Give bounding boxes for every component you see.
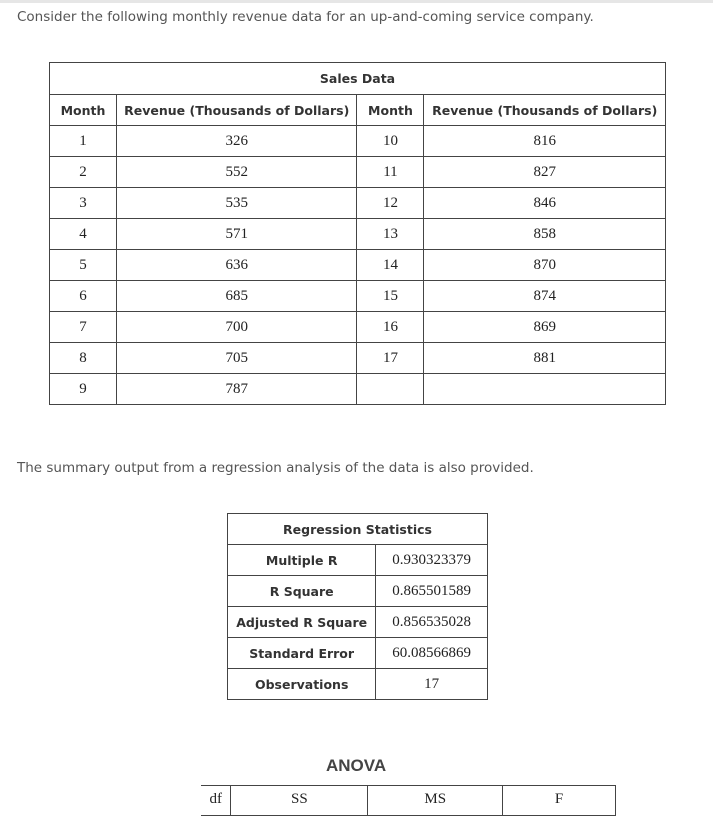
column-header-ms: MS: [368, 786, 503, 816]
regression-statistics-table: [227, 513, 488, 700]
table-cell: 14: [357, 250, 424, 281]
table-cell: [424, 374, 666, 405]
column-header-revenue: Revenue (Thousands of Dollars): [116, 95, 357, 126]
table-cell: 874: [424, 281, 666, 312]
table-cell: 1: [50, 126, 117, 157]
sales-data-table: [49, 62, 666, 405]
intro-text: Consider the following monthly revenue data for an up-and-coming service company.: [17, 9, 594, 25]
table-cell: 636: [116, 250, 357, 281]
table-cell: [357, 374, 424, 405]
column-header-f: F: [503, 786, 616, 816]
table-row: [228, 669, 488, 700]
table-cell: 881: [424, 343, 666, 374]
table-row: [228, 607, 488, 638]
table-row: [228, 576, 488, 607]
table-row: [50, 281, 666, 312]
table-row: [50, 312, 666, 343]
table-cell: 552: [116, 157, 357, 188]
table-row: [50, 219, 666, 250]
column-header-df: df: [201, 786, 231, 816]
table-row: [50, 157, 666, 188]
table-row: [228, 638, 488, 669]
table-cell: 17: [357, 343, 424, 374]
stat-value: 60.08566869: [376, 638, 488, 669]
table-cell: 858: [424, 219, 666, 250]
table-cell: 10: [357, 126, 424, 157]
anova-title: ANOVA: [326, 756, 387, 775]
table-cell: 11: [357, 157, 424, 188]
table-cell: 535: [116, 188, 357, 219]
table-cell: 13: [357, 219, 424, 250]
column-header-ss: SS: [231, 786, 368, 816]
stat-label: Adjusted R Square: [228, 607, 376, 638]
table-cell: 700: [116, 312, 357, 343]
stat-label: Observations: [228, 669, 376, 700]
table-cell: 2: [50, 157, 117, 188]
table-cell: 685: [116, 281, 357, 312]
table-cell: 5: [50, 250, 117, 281]
column-header-month: Month: [50, 95, 117, 126]
table-row: [50, 374, 666, 405]
table-cell: 3: [50, 188, 117, 219]
stat-label: Multiple R: [228, 545, 376, 576]
regression-stats-title: Regression Statistics: [228, 514, 488, 545]
table-cell: 6: [50, 281, 117, 312]
table-cell: 869: [424, 312, 666, 343]
sales-table-title: Sales Data: [50, 63, 666, 95]
table-cell: 12: [357, 188, 424, 219]
top-divider: [0, 0, 713, 3]
table-cell: 9: [50, 374, 117, 405]
table-cell: 4: [50, 219, 117, 250]
table-cell: 326: [116, 126, 357, 157]
table-row: [228, 545, 488, 576]
stat-value: 0.865501589: [376, 576, 488, 607]
column-header-revenue: Revenue (Thousands of Dollars): [424, 95, 666, 126]
table-cell: 705: [116, 343, 357, 374]
table-cell: 16: [357, 312, 424, 343]
table-cell: 8: [50, 343, 117, 374]
stat-value: 17: [376, 669, 488, 700]
stat-value: 0.856535028: [376, 607, 488, 638]
table-row: [50, 188, 666, 219]
table-row: [50, 343, 666, 374]
table-cell: 15: [357, 281, 424, 312]
table-cell: 787: [116, 374, 357, 405]
table-cell: 571: [116, 219, 357, 250]
table-cell: 816: [424, 126, 666, 157]
table-cell: 870: [424, 250, 666, 281]
table-row: [50, 250, 666, 281]
table-row: [50, 126, 666, 157]
table-cell: 7: [50, 312, 117, 343]
column-header-month: Month: [357, 95, 424, 126]
summary-text: The summary output from a regression analysis of the data is also provided.: [17, 460, 534, 476]
table-cell: 827: [424, 157, 666, 188]
stat-label: Standard Error: [228, 638, 376, 669]
stat-label: R Square: [228, 576, 376, 607]
stat-value: 0.930323379: [376, 545, 488, 576]
table-cell: 846: [424, 188, 666, 219]
